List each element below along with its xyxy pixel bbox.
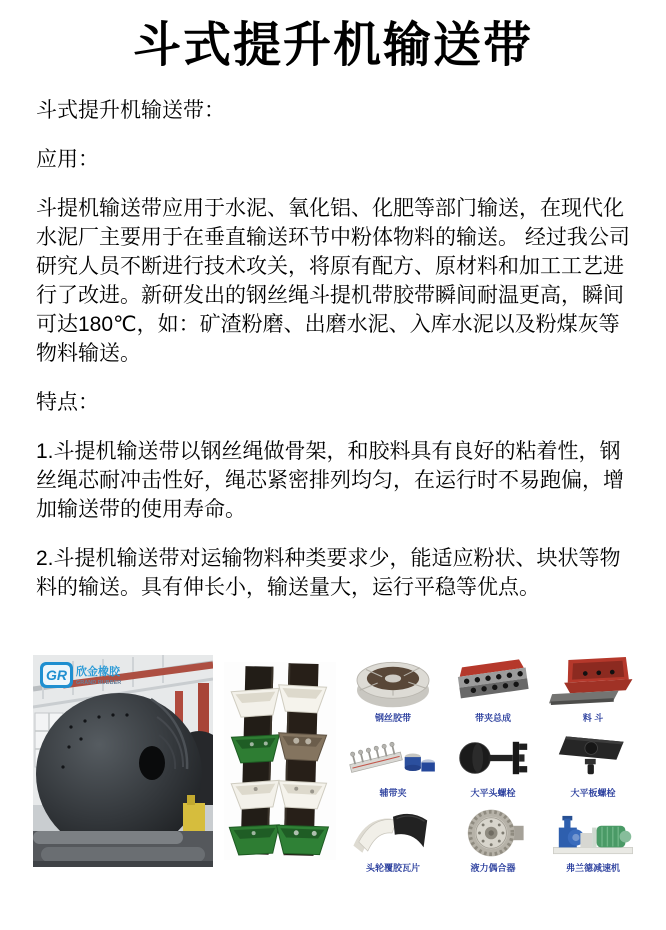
- product-card: [444, 656, 542, 729]
- page-title: 斗式提升机输送带: [132, 19, 533, 72]
- product-label: 头轮覆胶瓦片: [365, 863, 420, 873]
- pulley-lagging-tiles-icon: [347, 806, 439, 860]
- fluid-coupling-icon: [447, 806, 539, 860]
- logo-company-cn: 欣金橡胶: [76, 666, 120, 678]
- product-label: 带夹总成: [474, 713, 511, 723]
- product-card: [544, 656, 642, 729]
- product-label: 液力偶合器: [470, 863, 516, 873]
- bucket-green-2: [229, 825, 280, 856]
- bucket-green-3: [276, 825, 329, 855]
- steel-cord-belt-coil-icon: [347, 656, 439, 710]
- accessories-grid: [344, 656, 642, 879]
- auxiliary-belt-clamp-icon: [347, 731, 439, 785]
- flender-reducer-icon: [547, 806, 639, 860]
- product-label: 大平头螺栓: [470, 788, 516, 798]
- product-card: [444, 806, 542, 879]
- feature-paragraph-1: 1.斗提机输送带以钢丝绳做骨架，和胶料具有良好的粘着性，钢丝绳芯耐冲击性好，绳芯紧密排列均匀，在运行时不易跑偏，增加输送带的使用寿命。: [36, 440, 624, 521]
- product-label: 辅带夹: [379, 788, 407, 798]
- product-card: [344, 656, 442, 729]
- product-card: [344, 731, 442, 804]
- product-label: 料 斗: [582, 713, 604, 723]
- flat-head-bolt-icon: [447, 731, 539, 785]
- product-label: 钢丝胶带: [374, 713, 411, 723]
- logo-company-en: GRAND RUBBER: [76, 680, 122, 686]
- intro-line: 斗式提升机输送带：: [36, 99, 225, 122]
- features-heading: 特点：: [36, 391, 99, 414]
- product-label: 大平板螺栓: [570, 788, 616, 798]
- product-label: 弗兰德减速机: [565, 863, 620, 873]
- product-card: [344, 806, 442, 879]
- logo-monogram: GR: [46, 667, 67, 683]
- application-paragraph: 斗提机输送带应用于水泥、氧化铝、化肥等部门输送，在现代化水泥厂主要用于在垂直输送环节中粉体物料的输送。 经过我公司研究人员不断进行技术攻关，将原有配方、原材料和加工工艺进行了改进。新研发出的钢丝绳斗提机带胶带瞬间耐温更高，瞬间可达180℃，如：矿渣粉磨、出磨水泥、入库水泥以及粉煤灰等物料输送。: [36, 197, 630, 365]
- elevator-buckets-photo: [224, 662, 336, 860]
- application-heading: 应用：: [36, 148, 99, 171]
- product-card: [544, 806, 642, 879]
- flat-plate-bolt-icon: [547, 731, 639, 785]
- product-image-gallery: [0, 648, 666, 930]
- product-card: [544, 731, 642, 804]
- feature-paragraph-2: 2.斗提机输送带对运输物料种类要求少，能适应粉状、块状等物料的输送。具有伸长小，输送量大，运行平稳等优点。: [36, 547, 621, 599]
- product-card: [444, 731, 542, 804]
- hopper-icon: [547, 656, 639, 710]
- grand-rubber-logo: [40, 662, 121, 688]
- article-body: [0, 76, 666, 602]
- belt-roll-factory-photo: [33, 655, 213, 867]
- belt-clamp-assembly-icon: [447, 656, 539, 710]
